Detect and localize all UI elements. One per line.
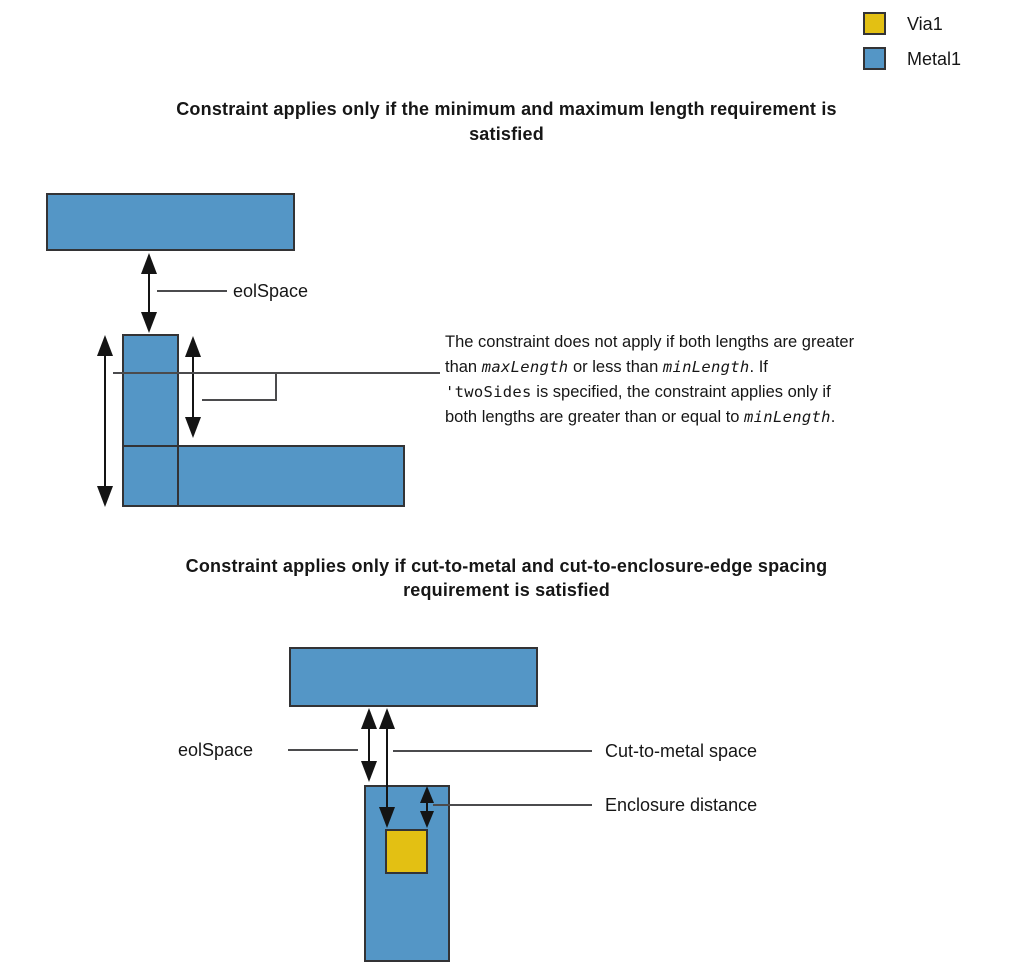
eolspace-arrow-2 [361,708,377,782]
eolspace-label-2: eolSpace [178,740,254,760]
via1-swatch [863,12,886,35]
legend-item-metal1 [863,47,961,70]
legend-label-metal1: Metal1 [907,48,962,69]
section2-title-line2: requirement is satisfied [403,580,610,600]
eolspace-label-1: eolSpace [233,281,309,301]
outer-length-arrow [97,335,113,507]
inner-arrow-leader [202,373,276,400]
eolspace-arrow-1 [141,253,157,333]
via1-cut [385,829,428,874]
legend [863,12,961,82]
metal1-bottom-rect [122,445,405,507]
constraint-note: The constraint does not apply if both lengths are greater than maxLength or less than minLength. If 'twoSides is specified, the constraint applies only if both lengths are greater than or equal to minLength. [445,333,855,426]
legend-label-via1: Via1 [907,13,943,34]
metal1-top-rect-2 [289,647,538,707]
metal1-swatch [863,47,886,70]
section1-title [0,97,1013,147]
metal1-top-rect-1 [46,193,295,251]
legend-item-via1 [863,12,961,35]
section1-title-line1: Constraint applies only if the minimum and maximum length requirement is [176,99,837,119]
enclosure-distance-label: Enclosure distance [605,795,758,815]
cut-to-metal-label: Cut-to-metal space [605,741,758,761]
section1-title-line2: satisfied [469,124,544,144]
section2-title [0,554,1013,602]
section2-title-line1: Constraint applies only if cut-to-metal and cut-to-enclosure-edge spacing [185,556,828,576]
inner-length-arrow [185,336,201,438]
